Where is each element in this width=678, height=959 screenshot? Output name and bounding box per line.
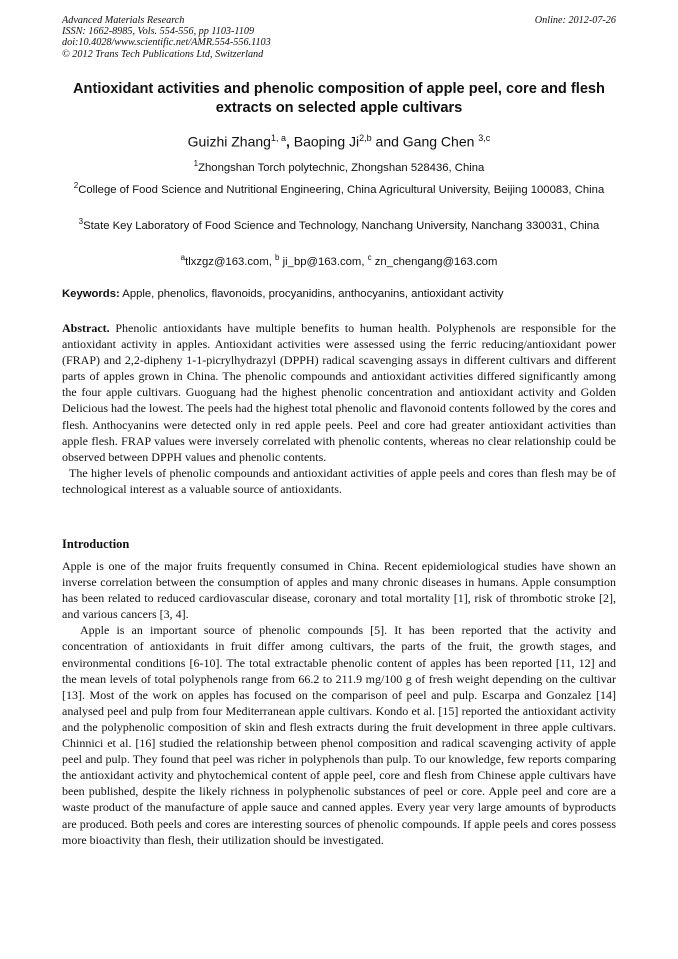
email-link[interactable]: tlxzgz@163.com [185, 255, 269, 268]
author-separator: , [285, 133, 290, 150]
email-sup: b [275, 253, 280, 262]
affiliation [62, 178, 616, 198]
affiliation-text: College of Food Science and Nutritional Engineering, China Agricultural University, Beijing 100083, China [78, 183, 605, 196]
section-heading-introduction: Introduction [62, 537, 130, 551]
author-name: Guizhi Zhang [187, 133, 271, 150]
introduction-body [62, 558, 616, 848]
intro-paragraph-2: Apple is an important source of phenolic compounds [5]. It has been reported that the activity and concentration of antioxidants in fruit differ among cultivars, the parts of the fruit, the growth stages, and environmental conditions [6-10]. The total extractable phenolic content of apples has been reported [11, 12] and the mean levels of total polyphenols range from 66.2 to 211.9 mg/100 g of fresh weight depending on the cultivar [13]. Most of the work on apples has focused on the comparison of peel and pulp. Escarpa and Gonzalez [14] analysed peel and pulp from four Mediterranean apple cultivars. Kondo et al. [15] reported the antioxidant activity and the polyphenolic composition of skin and flesh extracts during the fruit development in three apple cultivars. Chinnici et al. [16] studied the relationship between phenol composition and radical scavenging activity of apple peel and pulp. They found that peel was richer in polyphenols than pulp. To our knowledge, few reports comparing the antioxidant activity and phytochemical content of apple peel, core and flesh from Chinese apple cultivars have been published, despite the likely richness in polyphenolic substances of peel or core. Apple peel and core are a waste product of the manufacture of apple sauce and canned apples. Every year very large amounts of byproducts are produced. Both peels and cores are interesting sources of phenolic compounds. If apple peels and cores possess more bioactivity than flesh, their utilization should be investigated. [62, 623, 616, 847]
affiliation-text: Zhongshan Torch polytechnic, Zhongshan 528436, China [198, 161, 485, 174]
email-link[interactable]: ji_bp@163.com [282, 255, 362, 268]
journal-header [62, 15, 616, 60]
email-sup: c [367, 253, 372, 262]
affiliation-text: State Key Laboratory of Food Science and Technology, Nanchang University, Nanchang 330031, China [83, 219, 600, 232]
affiliation [62, 214, 616, 234]
affiliation [62, 156, 616, 176]
journal-issn: ISSN: 1662-8985, Vols. 554-556, pp 1103-1109 [62, 26, 255, 38]
author-name: Gang Chen [402, 133, 475, 150]
intro-paragraph-1: Apple is one of the major fruits frequently consumed in China. Recent epidemiological studies have shown an inverse correlation between the consumption of apples and many chronic diseases in humans. Apple consumption has been related to reduced cardiovascular disease, coronary and total mortality [1], risk of thrombotic stroke [2], and various cancers [3, 4]. [62, 559, 616, 622]
author-sup: 3,c [478, 133, 491, 143]
journal-copyright: © 2012 Trans Tech Publications Ltd, Switzerland [62, 48, 264, 60]
keywords [62, 287, 618, 302]
author-separator: and [375, 133, 399, 150]
keywords-text: Apple, phenolics, flavonoids, procyanidins, anthocyanins, antioxidant activity [122, 288, 504, 300]
affiliation-sup: 2 [73, 181, 79, 190]
journal-doi: doi:10.4028/www.scientific.net/AMR.554-556.1103 [62, 37, 271, 49]
paper-title: Antioxidant activities and phenolic composition of apple peel, core and flesh extracts on selected apple cultivars [73, 81, 605, 116]
author-sup: 2,b [359, 133, 372, 143]
affiliation-sup: 3 [78, 217, 84, 226]
abstract-paragraph-2: The higher levels of phenolic compounds and antioxidant activities of apple peels and cores than flesh may be of technological interest as a valuable source of antioxidants. [62, 465, 616, 496]
abstract-paragraph [62, 320, 616, 465]
abstract [62, 320, 616, 497]
keywords-label: Keywords: [62, 288, 120, 300]
online-date: Online: 2012-07-26 [534, 15, 616, 26]
journal-name: Advanced Materials Research [62, 15, 185, 26]
abstract-label: Abstract. [62, 321, 110, 335]
email-sup: a [180, 253, 186, 262]
email-link[interactable]: zn_chengang@163.com [374, 255, 498, 268]
author-sup: 1, a [270, 133, 286, 143]
abstract-text: Phenolic antioxidants have multiple benefits to human health. Polyphenols are responsible for the antioxidant activity in apples. Antioxidant activities were assessed using the ferric reducing/antioxidant power (FRAP) and 2,2-dipheny 1-1-picrylhydrazyl (DPPH) radical scavenging assays in different cultivars and different parts of apples grown in China. The phenolic compounds and antioxidant activities differed significantly among the four apple cultivars. Guoguang had the highest phenolic concentration and antioxidant activity and Golden Delicious had the lowest. The peels had the highest total phenolic and flavonoid contents followed by the cores and flesh. Anthocyanins were detected only in red apple peels. Peel and core had greater antioxidant activities than apple flesh. FRAP values were inversely correlated with phenolic contents, whereas no clear relationship could be observed between DPPH values and phenolic contents. [62, 321, 616, 464]
author-list [40, 129, 638, 151]
affiliation-sup: 1 [193, 159, 199, 168]
author-name: Baoping Ji [293, 133, 360, 150]
email-line: $^a$tlxzgz@163.com, $^b$ ji_bp@163.com, $^c$ zn_chengang@163.com [180, 253, 498, 268]
